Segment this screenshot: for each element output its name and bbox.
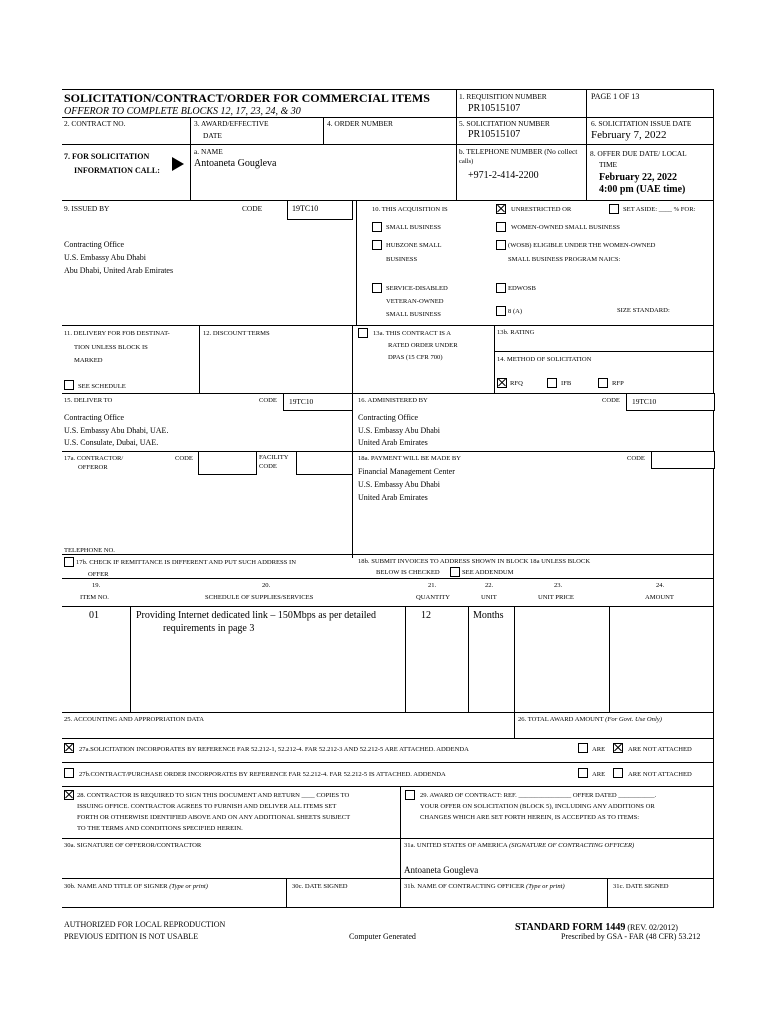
b13a-label-3: DPAS (15 CFR 700) xyxy=(388,354,443,361)
b16-line-3: United Arab Emirates xyxy=(358,438,428,447)
divider xyxy=(62,878,714,879)
footer-center: Computer Generated xyxy=(349,932,416,941)
b26-note: (For Govt. Use Only) xyxy=(605,716,662,723)
b27b-are-not-checkbox[interactable] xyxy=(613,768,623,778)
see-schedule-label: SEE SCHEDULE xyxy=(78,383,126,390)
b2-label: 2. CONTRACT NO. xyxy=(64,119,126,128)
divider xyxy=(190,144,191,200)
footer-left-2: PREVIOUS EDITION IS NOT USABLE xyxy=(64,932,199,941)
b15-line-3: U.S. Consulate, Dubai, UAE. xyxy=(64,438,159,447)
divider xyxy=(62,907,714,908)
item-no: 01 xyxy=(89,610,99,621)
b18a-code-box[interactable] xyxy=(651,451,715,469)
divider xyxy=(607,878,608,907)
small-business-checkbox[interactable] xyxy=(372,222,382,232)
col-20-header: SCHEDULE OF SUPPLIES/SERVICES xyxy=(205,594,314,601)
b13a-label: 13a. THIS CONTRACT IS A xyxy=(373,330,451,337)
sf-number: STANDARD FORM 1449 xyxy=(515,922,626,933)
b26-label-text: 26. TOTAL AWARD AMOUNT xyxy=(518,716,606,723)
eight-a-checkbox[interactable] xyxy=(496,306,506,316)
item-unit: Months xyxy=(473,610,504,621)
b9-code-value: 19TC10 xyxy=(292,204,319,213)
b3-label-2: DATE xyxy=(203,131,222,140)
remittance-checkbox[interactable] xyxy=(64,557,74,567)
b18b-label: 18b. SUBMIT INVOICES TO ADDRESS SHOWN IN BLOCK 18a UNLESS BLOCK xyxy=(358,558,591,565)
divider xyxy=(62,712,714,713)
b16-code-value: 19TC10 xyxy=(632,397,657,406)
frame-right xyxy=(713,89,714,907)
b30b-note: (Type or print) xyxy=(169,883,208,890)
rfp-label: RFP xyxy=(612,380,624,387)
b29-text-1: 29. AWARD OF CONTRACT: REF. ________________ OFFER DATED ___________. xyxy=(420,792,657,799)
col-22-number: 22. xyxy=(485,582,494,589)
divider xyxy=(62,578,714,579)
divider xyxy=(62,762,714,763)
edwosb-label: EDWOSB xyxy=(508,285,536,292)
ifb-checkbox[interactable] xyxy=(547,378,557,388)
b18a-line-1: Financial Management Center xyxy=(358,467,455,476)
b6-label: 6. SOLICITATION ISSUE DATE xyxy=(591,119,692,128)
col-24-number: 24. xyxy=(656,582,665,589)
b14-label: 14. METHOD OF SOLICITATION xyxy=(497,356,592,363)
b8-label: 8. OFFER DUE DATE/ LOCAL xyxy=(590,149,687,158)
b9-line-2: U.S. Embassy Abu Dhabi xyxy=(64,253,146,262)
b18a-code-label: CODE xyxy=(627,455,645,462)
divider xyxy=(62,144,714,145)
divider xyxy=(62,606,714,607)
b30b-label-text: 30b. NAME AND TITLE OF SIGNER xyxy=(64,883,170,890)
b27b-label: 27b.CONTRACT/PURCHASE ORDER INCORPORATES BY REFERENCE FAR 52.212-4. FAR 52.212-5 IS ATTACHED. ADDENDA xyxy=(79,771,446,778)
b27b-are-not-label: ARE NOT ATTACHED xyxy=(628,771,692,778)
divider xyxy=(609,606,610,712)
b15-line-2: U.S. Embassy Abu Dhabi, UAE. xyxy=(64,426,169,435)
b27b-are-checkbox[interactable] xyxy=(578,768,588,778)
col-21-header: QUANTITY xyxy=(416,594,451,601)
col-20-number: 20. xyxy=(262,582,271,589)
divider xyxy=(323,117,324,145)
b11-label-2: TION UNLESS BLOCK IS xyxy=(74,344,148,351)
b8-label-2: TIME xyxy=(599,160,618,169)
b27a-are-not-label: ARE NOT ATTACHED xyxy=(628,746,692,753)
b18b-label-2: BELOW IS CHECKED xyxy=(376,569,440,576)
divider xyxy=(514,606,515,712)
rfq-checkbox[interactable] xyxy=(497,378,507,388)
b9-code-label: CODE xyxy=(242,204,263,213)
see-schedule-checkbox[interactable] xyxy=(64,380,74,390)
b5-label: 5. SOLICITATION NUMBER xyxy=(459,119,550,128)
b15-code-label: CODE xyxy=(259,397,277,404)
col-23-number: 23. xyxy=(554,582,563,589)
unrestricted-checkbox[interactable] xyxy=(496,204,506,214)
eight-a-label: 8 (A) xyxy=(508,308,523,315)
b7-label-2: INFORMATION CALL: xyxy=(74,166,160,175)
divider xyxy=(62,393,714,394)
b25-label: 25. ACCOUNTING AND APPROPRIATION DATA xyxy=(64,716,204,723)
divider xyxy=(62,325,714,326)
divider xyxy=(62,786,714,787)
b12-label: 12. DISCOUNT TERMS xyxy=(203,330,270,337)
b31a-label xyxy=(404,843,634,850)
b11-label: 11. DELIVERY FOR FOB DESTINAT- xyxy=(64,330,170,337)
ifb-label: IFB xyxy=(561,380,572,387)
edwosb-checkbox[interactable] xyxy=(496,283,506,293)
b7a-value[interactable]: Antoaneta Gougleva xyxy=(194,158,277,169)
wosb-label: WOMEN-OWNED SMALL BUSINESS xyxy=(511,224,620,231)
arrow-right-icon xyxy=(172,157,184,171)
b31b-label xyxy=(404,884,565,891)
b17a-label: 17a. CONTRACTOR/ xyxy=(64,455,124,462)
b17b-label-2: OFFER xyxy=(88,571,109,578)
b5-value[interactable]: PR10515107 xyxy=(468,129,521,140)
b31a-label-text: 31a. UNITED STATES OF AMERICA xyxy=(404,842,509,849)
rated-order-checkbox[interactable] xyxy=(358,328,368,338)
item-description: Providing Internet dedicated link – 150Mbps as per detailed xyxy=(136,610,376,621)
divider xyxy=(130,606,131,712)
page-of: PAGE 1 OF 13 xyxy=(591,92,640,101)
b15-line-1: Contracting Office xyxy=(64,413,125,422)
divider xyxy=(356,200,357,325)
wosb-eligible-label: (WOSB) ELIGIBLE UNDER THE WOMEN-OWNED xyxy=(508,242,656,249)
b27a-are-not-checkbox[interactable] xyxy=(613,743,623,753)
divider xyxy=(400,786,401,907)
wosb-checkbox[interactable] xyxy=(496,222,506,232)
b18a-line-3: United Arab Emirates xyxy=(358,493,428,502)
sdvosb-label-2: VETERAN-OWNED xyxy=(386,298,444,305)
b15-label: 15. DELIVER TO xyxy=(64,397,113,404)
contracting-officer-signer[interactable]: Antoaneta Gougleva xyxy=(404,865,479,875)
hubzone-label: HUBZONE SMALL xyxy=(386,242,442,249)
b6-value[interactable]: February 7, 2022 xyxy=(591,129,667,141)
col-22-header: UNIT xyxy=(481,594,497,601)
b31c-label: 31c. DATE SIGNED xyxy=(613,883,669,890)
col-24-header: AMOUNT xyxy=(645,594,674,601)
b10-label: 10. THIS ACQUISITION IS xyxy=(372,206,448,213)
form-subtitle: OFFEROR TO COMPLETE BLOCKS 12, 17, 23, 24, & 30 xyxy=(64,106,301,117)
b18a-label: 18a. PAYMENT WILL BE MADE BY xyxy=(358,455,462,462)
b28-text-4: TO THE TERMS AND CONDITIONS SPECIFIED HEREIN. xyxy=(77,825,243,832)
b8-value-date[interactable]: February 22, 2022 xyxy=(599,172,678,183)
b31b-note: (Type or print) xyxy=(526,883,565,890)
divider xyxy=(494,351,714,352)
b7b-label: b. TELEPHONE NUMBER (No collect xyxy=(459,147,578,156)
divider xyxy=(286,878,287,907)
facility-label-2: CODE xyxy=(259,463,277,470)
b8-value-time[interactable]: 4:00 pm (UAE time) xyxy=(599,184,686,195)
divider xyxy=(62,117,714,118)
divider xyxy=(352,393,353,558)
b28-text-1: 28. CONTRACTOR IS REQUIRED TO SIGN THIS DOCUMENT AND RETURN ____ COPIES TO xyxy=(77,792,350,799)
b29-text-3: CHANGES WHICH ARE SET FORTH HEREIN, IS ACCEPTED AS TO ITEMS: xyxy=(420,814,640,821)
b1-label: 1. REQUISITION NUMBER xyxy=(459,92,547,101)
b16-code-label: CODE xyxy=(602,397,620,404)
b17a-code-box[interactable] xyxy=(198,451,257,475)
sdvosb-checkbox[interactable] xyxy=(372,283,382,293)
hubzone-checkbox[interactable] xyxy=(372,240,382,250)
b9-label: 9. ISSUED BY xyxy=(64,204,110,213)
b7b-value[interactable]: +971-2-414-2200 xyxy=(468,170,539,181)
b27a-are-label: ARE xyxy=(592,746,606,753)
b3-label: 3. AWARD/EFFECTIVE xyxy=(194,119,269,128)
b7b-label-2: calls) xyxy=(459,158,474,165)
b11-label-3: MARKED xyxy=(74,357,103,364)
frame-top xyxy=(62,89,714,90)
col-21-number: 21. xyxy=(428,582,437,589)
divider xyxy=(199,325,200,393)
divider xyxy=(62,200,714,201)
b9-line-3: Abu Dhabi, United Arab Emirates xyxy=(64,266,174,275)
unrestricted-label: UNRESTRICTED OR xyxy=(511,206,572,213)
rfq-label: RFQ xyxy=(510,380,523,387)
wosb-eligible-label-2: SMALL BUSINESS PROGRAM NAICS: xyxy=(508,256,621,263)
b7a-label: a. NAME xyxy=(194,147,223,156)
b31a-note: (SIGNATURE OF CONTRACTING OFFICER) xyxy=(508,842,635,849)
b27a-checkbox[interactable] xyxy=(64,743,74,753)
divider xyxy=(352,325,353,393)
set-aside-checkbox[interactable] xyxy=(609,204,619,214)
b27a-are-checkbox[interactable] xyxy=(578,743,588,753)
size-standard-label: SIZE STANDARD: xyxy=(617,307,670,314)
b28-checkbox[interactable] xyxy=(64,790,74,800)
b17b-label: 17b. CHECK IF REMITTANCE IS DIFFERENT AND PUT SUCH ADDRESS IN xyxy=(76,559,296,566)
set-aside-label: SET ASIDE: ____ % FOR: xyxy=(623,206,696,213)
footer-left-1: AUTHORIZED FOR LOCAL REPRODUCTION xyxy=(64,920,226,929)
divider xyxy=(62,554,714,555)
facility-code-box[interactable] xyxy=(296,451,353,475)
b17a-code-label: CODE xyxy=(175,455,193,462)
divider xyxy=(494,325,495,393)
divider xyxy=(514,712,515,738)
b17a-label-2: OFFEROR xyxy=(78,464,108,471)
b31b-label-text: 31b. NAME OF CONTRACTING OFFICER xyxy=(404,883,526,890)
divider xyxy=(62,738,714,739)
b13a-label-2: RATED ORDER UNDER xyxy=(388,342,458,349)
see-addendum-checkbox[interactable] xyxy=(450,567,460,577)
b29-checkbox[interactable] xyxy=(405,790,415,800)
col-23-header: UNIT PRICE xyxy=(538,594,574,601)
item-quantity: 12 xyxy=(421,610,431,621)
b9-line-1: Contracting Office xyxy=(64,240,125,249)
b16-line-1: Contracting Office xyxy=(358,413,419,422)
telephone-label: TELEPHONE NO. xyxy=(64,547,115,554)
b15-code-value: 19TC10 xyxy=(289,397,314,406)
b30a-label: 30a. SIGNATURE OF OFFEROR/CONTRACTOR xyxy=(64,842,202,849)
b27b-are-label: ARE xyxy=(592,771,606,778)
facility-label: FACILITY xyxy=(259,454,289,461)
footer-prescribed: Prescribed by GSA - FAR (48 CFR) 53.212 xyxy=(561,932,701,941)
sf-revision: (REV. 02/2012) xyxy=(625,923,678,932)
hubzone-label-2: BUSINESS xyxy=(386,256,418,263)
b28-text-2: ISSUING OFFICE. CONTRACTOR AGREES TO FURNISH AND DELIVER ALL ITEMS SET xyxy=(77,803,337,810)
b30b-label xyxy=(64,884,208,891)
divider xyxy=(405,606,406,712)
divider xyxy=(62,838,714,839)
b26-label xyxy=(518,717,662,724)
b7-label: 7. FOR SOLICITATION xyxy=(64,152,150,161)
b4-label: 4. ORDER NUMBER xyxy=(327,119,393,128)
item-description-2: requirements in page 3 xyxy=(163,623,255,634)
b29-text-2: YOUR OFFER ON SOLICITATION (BLOCK 5), INCLUDING ANY ADDITIONS OR xyxy=(420,803,655,810)
b16-label: 16. ADMINISTERED BY xyxy=(358,397,428,404)
col-19-header: ITEM NO. xyxy=(80,594,109,601)
sdvosb-label: SERVICE-DISABLED xyxy=(386,285,448,292)
wosb-eligible-checkbox[interactable] xyxy=(496,240,506,250)
b1-value[interactable]: PR10515107 xyxy=(468,103,521,114)
divider xyxy=(62,451,714,452)
b18a-line-2: U.S. Embassy Abu Dhabi xyxy=(358,480,440,489)
divider xyxy=(586,144,587,200)
small-business-label: SMALL BUSINESS xyxy=(386,224,441,231)
b27a-label: 27a.SOLICITATION INCORPORATES BY REFERENCE FAR 52.212-1, 52.212-4. FAR 52.212-3 AND 52.212-5 ARE ATTACHED. ADDENDA xyxy=(79,746,469,753)
sdvosb-label-3: SMALL BUSINESS xyxy=(386,311,441,318)
b27b-checkbox[interactable] xyxy=(64,768,74,778)
divider xyxy=(190,117,191,145)
col-19-number: 19. xyxy=(92,582,101,589)
see-addendum-label: SEE ADDENDUM xyxy=(462,569,514,576)
form-title: SOLICITATION/CONTRACT/ORDER FOR COMMERCIAL ITEMS xyxy=(64,91,430,105)
b28-text-3: FORTH OR OTHERWISE IDENTIFIED ABOVE AND ON ANY ADDITIONAL SHEETS SUBJECT xyxy=(77,814,351,821)
b13b-label: 13b. RATING xyxy=(497,329,535,336)
rfp-checkbox[interactable] xyxy=(598,378,608,388)
b30c-label: 30c. DATE SIGNED xyxy=(292,883,348,890)
b16-line-2: U.S. Embassy Abu Dhabi xyxy=(358,426,440,435)
divider xyxy=(468,606,469,712)
divider xyxy=(456,144,457,200)
